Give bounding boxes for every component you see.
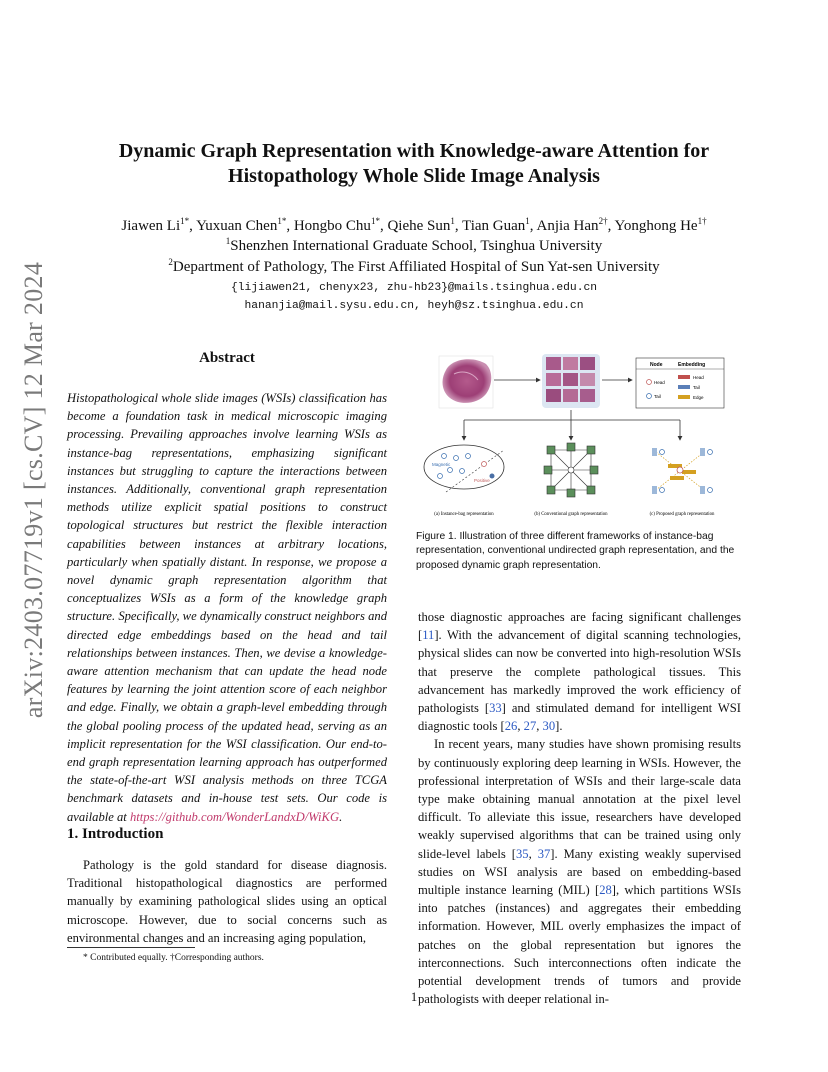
paragraph: In recent years, many studies have shown promising results by continuously exploring deep learning in WSIs. However, the professional interpretation of WSIs and their large-scale data type make obtaining manual annotation at the pixel level difficult. To alleviate this issue, researchers have developed weakly supervised algorithms that can be trained using only slide-level labels [35, 37]. Many existing weakly supervised studies on WSI analysis are based on embedding-based multiple instance learning (MIL) [28], which partitions WSIs into patches (instances) and aggregates their embedding information. However, MIL overly emphasizes the impact of patches on the global representation but ignores the interconnections. Such interconnections often indicate the potential development trends of tumors and provide pathologists with deeper relational in- [418, 737, 741, 1007]
citation-link[interactable]: 33 [489, 701, 502, 716]
author: Yonghong $He^{1\dagger}$ [614, 216, 707, 234]
citation-link[interactable]: 37 [537, 846, 551, 861]
author: Hongbo Chu$^{1*}$, [293, 216, 388, 234]
right-column-text [418, 608, 741, 1008]
instance-bag-diagram [424, 445, 504, 492]
arxiv-stamp-text: arXiv:2403.07719v1 [cs.CV] 12 Mar 2024 [19, 261, 48, 719]
proposed-graph-diagram [652, 448, 713, 494]
figure-1-caption: Figure 1. Illustration of three different frameworks of instance-bag representation, conventional undirected graph representation, and the proposed dynamic graph representation. [416, 531, 735, 571]
footnote: * Contributed equally. †Corresponding authors. [83, 953, 264, 963]
legend-tail-embedding: Tail [693, 385, 700, 390]
author: Qiehe Sun$^1$, [387, 216, 463, 234]
conventional-graph-diagram [544, 443, 598, 497]
citation-link[interactable]: 11 [422, 628, 435, 643]
email-line-2: hananjia@mail.sysu.edu.cn, heyh@sz.tsinghua.edu.cn [244, 300, 584, 312]
author: Yuxuan Chen$^{1*}$, [196, 216, 294, 234]
footnote-rule [67, 947, 195, 948]
affiliation-2: $^2$Department of Pathology, The First Affiliated Hospital of Sun Yat-sen University [168, 257, 660, 275]
title-line-2: Histopathology Whole Slide Image Analysis [228, 165, 600, 187]
page-number: 1 [410, 990, 418, 1004]
abstract-heading: Abstract [199, 350, 255, 366]
paragraph: those diagnostic approaches are facing significant challenges [11]. With the advancement of digital scanning technologies, physical slides can now be converted into high-resolution WSIs that preserve the complete pathological tissues. This advancement has markedly improved the work efficiency of pathologists [33] and stimulated demand for intelligent WSI diagnostic tools [26, 27, 30]. [418, 610, 741, 734]
wsi-thumbnail [439, 356, 493, 408]
positive-label: Positive [474, 478, 490, 483]
magnetic-label: Magnetic [432, 462, 451, 467]
citation-link[interactable]: 26 [504, 719, 518, 734]
legend-node-label: Node [650, 362, 663, 368]
author: Tian Guan$^1$, [462, 216, 537, 234]
citation-link[interactable]: 27 [523, 719, 537, 734]
figure-1-illustration [416, 352, 744, 520]
legend-edge-embedding: Edge [693, 395, 704, 400]
author-list [40, 216, 788, 236]
legend-head-node: Head [654, 380, 665, 385]
arxiv-stamp [4, 261, 64, 719]
edge-embedding-icon [678, 395, 690, 399]
legend-head-embedding: Head [693, 375, 704, 380]
figure-legend [636, 358, 724, 408]
intro-heading: 1. Introduction [67, 826, 164, 842]
title-line-1: Dynamic Graph Representation with Knowledge-aware Attention for [118, 140, 710, 162]
citation-link[interactable]: 30 [542, 719, 556, 734]
author: Jiawen $Li^{1*}$, [121, 216, 197, 234]
legend-tail-node: Tail [654, 394, 661, 399]
citation-link[interactable]: 28 [599, 883, 612, 898]
head-embedding-icon [678, 375, 690, 379]
patch-grid [542, 354, 600, 408]
subfigure-c-label: (c) Proposed graph representation [649, 512, 715, 517]
subfigure-a-label: (a) Instance-bag representation [434, 512, 494, 517]
code-link[interactable]: https://github.com/WonderLandxD/WiKG [129, 809, 340, 824]
tail-node-icon [647, 394, 652, 399]
abstract-body: Histopathological whole slide images (WSIs) classification has become a foundation task in medical microscopic imaging processing. Prevailing approaches involve learning WSIs as instance-bag representations, emphasizing significant instances but struggling to capture the interactions between instances. Additionally, conventional graph representation methods utilize explicit spatial positions to construct topological structures but restrict the flexible interaction capabilities between instances at arbitrary locations, particularly when spatially distant. In response, we propose a novel dynamic graph representation algorithm that conceptualizes WSIs as a form of the knowledge graph structure. Specifically, we dynamically construct neighbors and directed edge embeddings based on the head and tail relationships between instances. Then, we devise a knowledge-aware attention mechanism that can update the head node features by learning the joint attention score of each neighbor and edge. Finally, we obtain a graph-level embedding through the global pooling process of the updated head, serving as an implicit representation for the WSI classification. Our end-to-end graph representation learning approach has outperformed the state-of-the-art WSI analysis methods on three TCGA benchmark datasets and in-house test sets. Our code is available at https://github.com/WonderLandxD/WiKG. [67, 391, 387, 824]
head-node-icon [647, 380, 652, 385]
email-line-1: {lijiawen21, chenyx23, zhu-hb23}@mails.tsinghua.edu.cn [230, 282, 598, 294]
author: Anjia Han$^{2\dagger}$, [536, 216, 615, 234]
citation-link[interactable]: 35 [515, 846, 529, 861]
figure-1 [416, 352, 744, 520]
legend-embedding-label: Embedding [678, 362, 706, 368]
affiliation-1: $^1$Shenzhen International Graduate School, Tsinghua University [225, 236, 603, 254]
intro-body: Pathology is the gold standard for disease diagnosis. Traditional histopathological diagnostics are performed manually by examining pathological slides using an optical microscope. However, due to social concerns such as environmental changes and an increasing aging population, [67, 858, 387, 945]
subfigure-b-label: (b) Conventional graph representation [534, 512, 608, 517]
tail-embedding-icon [678, 385, 690, 389]
paper-title [80, 139, 748, 189]
